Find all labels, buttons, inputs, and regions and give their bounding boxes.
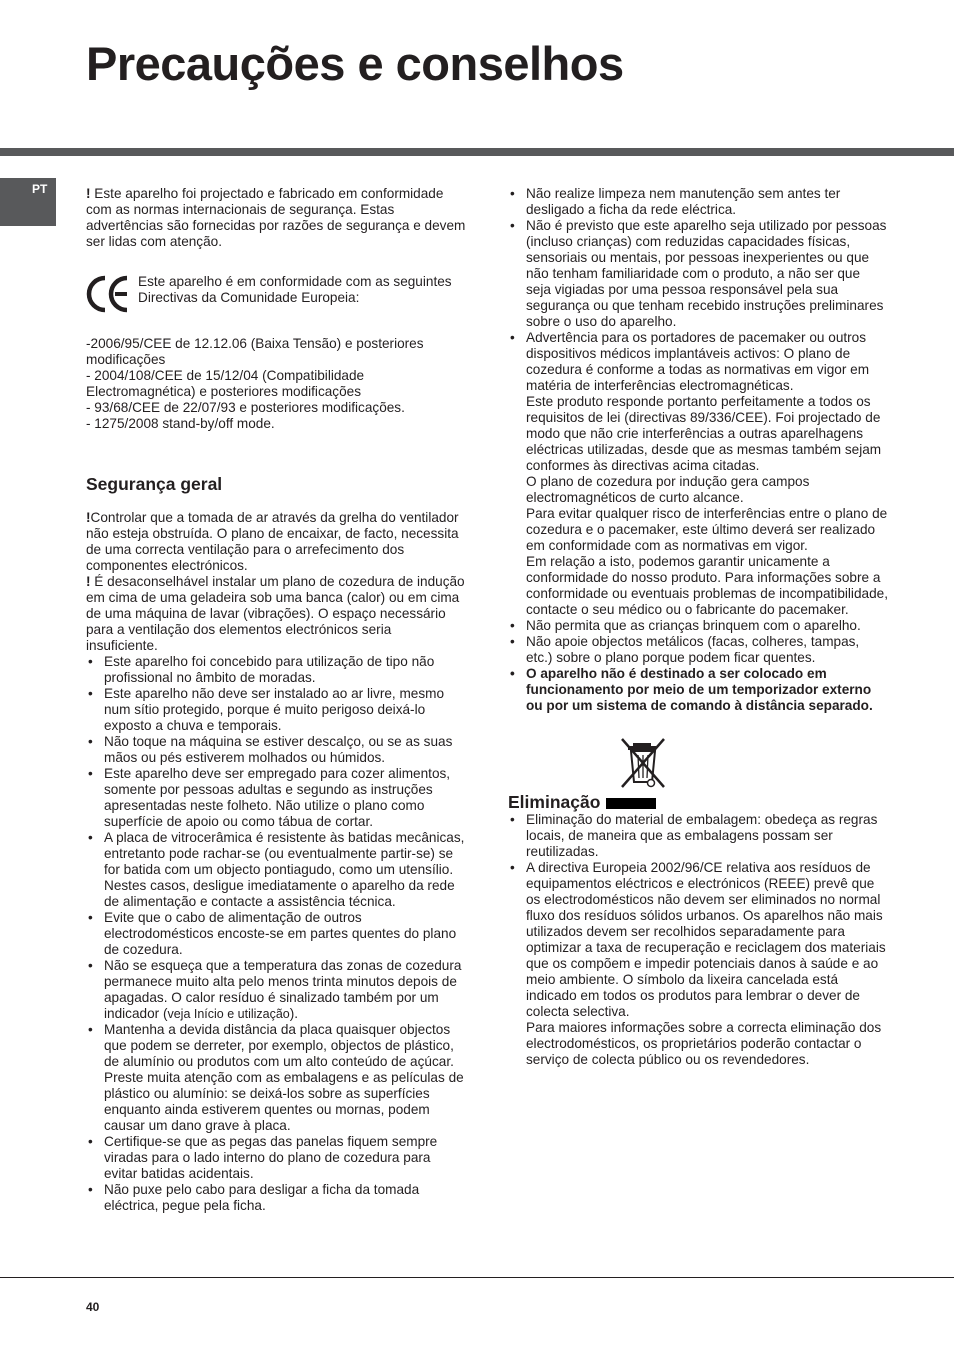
header-divider: [0, 148, 954, 156]
section-heading-disposal: [508, 792, 888, 812]
disposal-text: • A directiva Europeia 2002/96/CE relativa aos resíduos de equipamentos eléctricos e electrónicos (REEE) prevê que os electrodomésticos não devem ser eliminados no normal fluxo dos resíduos sólidos urbanos. Os aparelhos não mais utilizados devem ser recolhidos separadamente para optimizar a taxa de recuperação e reciclagem dos materiais que os compõem e impedir potenciais danos à saúde e ao meio ambiente. O símbolo da lixeira cancelada está indicado em todos os produtos para lembrar o dever de colecta selectiva.: [526, 860, 886, 1019]
warning-mark: !: [86, 510, 91, 525]
list-item: • Este aparelho não deve ser instalado ao ar livre, mesmo num sítio protegido, porque é muito perigoso deixá-lo exposto a chuva e temporais.: [86, 686, 466, 734]
warning-text: É desaconselhável instalar um plano de cozedura de indução em cima de uma geladeira sob uma banca (calor) ou em cima de uma máquina de lavar (vibrações). O espaço necessário para a ventilação dos elementos electrónicos seria insuficiente.: [86, 574, 465, 653]
list-item: • Eliminação do material de embalagem: obedeça as regras locais, de maneira que as embalagens possam ser reutilizadas.: [508, 812, 888, 860]
pacemaker-text: • Advertência para os portadores de pacemaker ou outros dispositivos médicos implantáveis activos: O plano de cozedura é conforme a todas as normativas em vigor em matéria de interferências electromagnéticas.: [526, 330, 870, 393]
warning-paragraph: [86, 574, 466, 654]
list-item: • Não apoie objectos metálicos (facas, colheres, tampas, etc.) sobre o plano porque podem ficar quentes.: [508, 634, 888, 666]
intro-paragraph: [86, 186, 466, 250]
residual-heat-text: Não se esqueça que a temperatura das zonas de cozedura permanece muito alta pelo menos trinta minutos depois de apagadas. O calor resíduo é sinalizado também por um indicador (: [104, 958, 462, 1021]
directive-item: - 1275/2008 stand-by/off mode.: [86, 416, 275, 431]
directive-item: - 93/68/CEE de 22/07/93 e posteriores modificações.: [86, 400, 405, 415]
disposal-list: [508, 812, 888, 1068]
disposal-text: Para maiores informações sobre a correcta eliminação dos electrodomésticos, os proprietários poderão contactar o serviço de colecta público ou os revendedores.: [526, 1020, 882, 1067]
language-tab: PT: [0, 178, 56, 226]
warning-paragraph: [86, 510, 466, 574]
left-column: [86, 186, 466, 1214]
warning-mark: !: [86, 574, 91, 589]
footer-divider: [0, 1277, 954, 1278]
pacemaker-text: O plano de cozedura por indução gera campos electromagnéticos de curto alcance.: [526, 474, 810, 505]
directives-list: [86, 336, 466, 432]
list-item: • Mantenha a devida distância da placa quaisquer objectos que podem se derreter, por exemplo, objectos de plástico, de alumínio ou produtos com um alto conteúdo de açúcar. Preste muita atenção com as embalagens e as películas de plástico ou alumínio: se deixá-los sobre as superfícies enquanto ainda estiverem quentes ou mornas, podem causar um dano grave à placa.: [86, 1022, 466, 1134]
list-item: [86, 958, 466, 1022]
pacemaker-text: Para evitar qualquer risco de interferências entre o plano de cozedura e o pacemaker, este último deverá ser realizado em conformidade com as normativas em vigor.: [526, 506, 888, 553]
pacemaker-item: [508, 330, 888, 618]
safety-list-continued: [508, 186, 888, 714]
list-item: • Evite que o cabo de alimentação de outros electrodomésticos encoste-se em partes quentes do plano de cozedura.: [86, 910, 466, 958]
safety-list: [86, 654, 466, 1214]
list-item: • Não é previsto que este aparelho seja utilizado por pessoas (incluso crianças) com reduzidas capacidades físicas, sensoriais ou mentais, por pessoas inexperientes ou que não tenham familiaridade com o produto, a não ser que seja vigiadas por uma pessoa responsável pela sua segurança ou que tenham recebido instruções preliminares sobre o uso do aparelho.: [508, 218, 888, 330]
list-item: • Não puxe pelo cabo para desligar a ficha da tomada eléctrica, pegue pela ficha.: [86, 1182, 466, 1214]
list-item-bold: • O aparelho não é destinado a ser colocado em funcionamento por meio de um temporizador externo ou por um sistema de comando à distância separado.: [508, 666, 888, 714]
page-number: 40: [86, 1300, 100, 1314]
warning-text: Controlar que a tomada de ar através da grelha do ventilador não esteja obstruída. O plano de encaixar, de facto, necessita de uma correcta ventilação para o arrefecimento dos componentes electrónicos.: [86, 510, 459, 573]
pacemaker-text: Em relação a isto, podemos garantir unicamente a conformidade do nosso produto. Para informações sobre a conformidade ou eventuais problemas de incompatibilidade, contacte o seu médico ou o fabricante do pacemaker.: [526, 554, 888, 617]
directive-item: -2006/95/CEE de 12.12.06 (Baixa Tensão) e posteriores modificações: [86, 336, 424, 367]
crossed-out-bin-icon: [616, 736, 670, 790]
directive-item: - 2004/108/CEE de 15/12/04 (Compatibilidade Electromagnética) e posteriores modificações: [86, 368, 365, 399]
intro-text: Este aparelho foi projectado e fabricado em conformidade com as normas internacionais de segurança. Estas advertências são fornecidas por razões de segurança e devem ser lidas com atenção.: [86, 186, 466, 249]
right-column: [508, 186, 888, 1068]
warning-mark: !: [86, 186, 91, 201]
list-item: • Certifique-se que as pegas das panelas fiquem sempre viradas para o lado interno do plano de cozedura para evitar batidas acidentais.: [86, 1134, 466, 1182]
ce-declaration: [86, 274, 466, 314]
residual-heat-close: ).: [289, 1006, 299, 1021]
list-item: • Este aparelho deve ser empregado para cozer alimentos, somente por pessoas adultas e segundo as instruções apresentadas neste folheto. Não utilize o plano como superfície de apoio ou como tábua de cortar.: [86, 766, 466, 830]
page-title: Precauções e conselhos: [86, 37, 624, 90]
list-item: • Não realize limpeza nem manutenção sem antes ter desligado a ficha da rede eléctrica.: [508, 186, 888, 218]
section-heading-general-safety: Segurança geral: [86, 474, 223, 494]
list-item: [508, 860, 888, 1068]
list-item: • Não toque na máquina se estiver descalço, ou se as suas mãos ou pés estiverem molhados ou húmidos.: [86, 734, 466, 766]
pacemaker-text: Este produto responde portanto perfeitamente a todos os requisitos de lei (directivas 89/336/CEE). Foi projectado de modo que não crie interferências a outras aparelhagens eléctricas utilizadas, desde que as mesmas também sejam conformes às directivas acima citadas.: [526, 394, 882, 473]
list-item: • Não permita que as crianças brinquem com o aparelho.: [508, 618, 888, 634]
disposal-heading-text: Eliminação: [508, 792, 601, 812]
ce-text: Este aparelho é em conformidade com as seguintes Directivas da Comunidade Europeia:: [138, 274, 452, 305]
weee-symbol: [508, 736, 888, 792]
list-item: • A placa de vitrocerâmica é resistente às batidas mecânicas, entretanto pode rachar-se (ou eventualmente partir-se) se for batida com um objecto pontiagudo, como um utensílio. Nestes casos, desligue imediatamente o aparelho da rede de alimentação e contacte a assistência técnica.: [86, 830, 466, 910]
ce-mark-icon: [86, 274, 138, 314]
weee-bar-marker: [606, 798, 656, 809]
list-item: • Este aparelho foi concebido para utilização de tipo não profissional no âmbito de moradas.: [86, 654, 466, 686]
residual-heat-reference: veja Início e utilização: [167, 1007, 290, 1021]
